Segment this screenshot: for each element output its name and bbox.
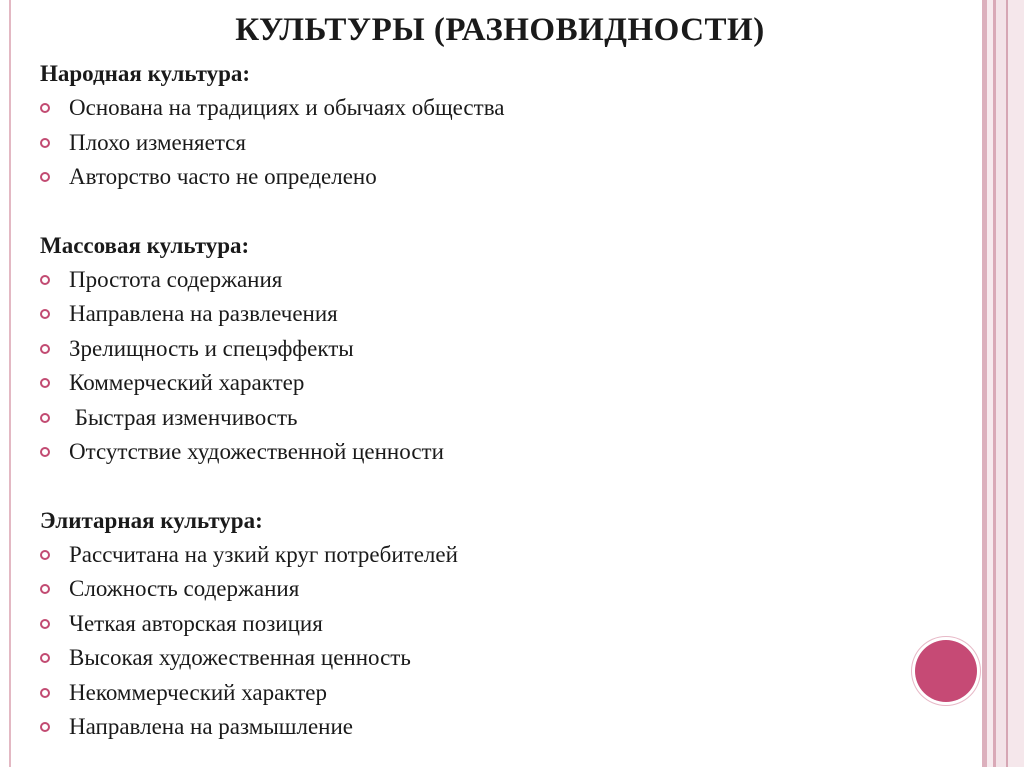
list-item bbox=[40, 435, 970, 470]
list-item-text: Высокая художественная ценность bbox=[69, 645, 411, 670]
section-heading: Элитарная культура: bbox=[40, 507, 263, 533]
right-stripe bbox=[996, 0, 1006, 767]
list-item-text: Направлена на размышление bbox=[69, 714, 354, 739]
circle-bullet-icon bbox=[40, 138, 50, 148]
bullet-list bbox=[40, 263, 970, 470]
list-item bbox=[40, 572, 970, 607]
list-item-text: Зрелищность и спецэффекты bbox=[69, 335, 354, 361]
list-item-text: Отсутствие художественной ценности bbox=[69, 439, 444, 464]
list-item-text: Рассчитана на узкий круг потребителей bbox=[69, 541, 458, 567]
list-item bbox=[40, 332, 970, 367]
slide-content bbox=[40, 57, 970, 745]
list-item-text: Некоммерческий характер bbox=[69, 679, 327, 705]
section-folk-culture bbox=[40, 57, 970, 195]
list-item bbox=[40, 538, 970, 573]
list-item-text: Четкая авторская позиция bbox=[69, 610, 323, 636]
bullet-list bbox=[40, 538, 970, 745]
section-elite-culture bbox=[40, 504, 970, 745]
list-item-text: Коммерческий характер bbox=[69, 370, 305, 395]
list-item-text: Основана на традициях и обычаях общества bbox=[69, 95, 505, 120]
section-heading: Массовая культура: bbox=[40, 232, 250, 258]
circle-bullet-icon bbox=[40, 275, 50, 285]
circle-bullet-icon bbox=[40, 413, 50, 423]
spacer bbox=[40, 470, 970, 504]
decorative-circle bbox=[915, 640, 977, 702]
list-item bbox=[40, 263, 970, 298]
list-item bbox=[40, 297, 970, 332]
list-item bbox=[40, 607, 970, 642]
list-item-text: Быстрая изменчивость bbox=[69, 404, 298, 430]
list-item bbox=[40, 126, 970, 161]
list-item bbox=[40, 710, 970, 745]
bullet-list bbox=[40, 91, 970, 195]
list-item bbox=[40, 676, 970, 711]
list-item bbox=[40, 366, 970, 401]
circle-bullet-icon bbox=[40, 722, 50, 732]
right-stripe bbox=[1008, 0, 1024, 767]
spacer bbox=[40, 195, 970, 229]
circle-bullet-icon bbox=[40, 688, 50, 698]
circle-bullet-icon bbox=[40, 619, 50, 629]
list-item-text: Авторство часто не определено bbox=[69, 164, 377, 189]
circle-bullet-icon bbox=[40, 584, 50, 594]
list-item-text: Плохо изменяется bbox=[69, 129, 246, 155]
circle-bullet-icon bbox=[40, 172, 50, 182]
list-item-text: Направлена на развлечения bbox=[69, 301, 338, 326]
circle-bullet-icon bbox=[40, 447, 50, 457]
circle-bullet-icon bbox=[40, 103, 50, 113]
list-item bbox=[40, 160, 970, 195]
list-item bbox=[40, 91, 970, 126]
list-item bbox=[40, 641, 970, 676]
circle-bullet-icon bbox=[40, 309, 50, 319]
section-mass-culture bbox=[40, 229, 970, 470]
list-item-text: Простота содержания bbox=[69, 266, 283, 292]
circle-bullet-icon bbox=[40, 378, 50, 388]
slide-title: КУЛЬТУРЫ (РАЗНОВИДНОСТИ) bbox=[235, 12, 765, 48]
section-heading: Народная культура: bbox=[40, 61, 251, 86]
left-border-line bbox=[9, 0, 11, 767]
list-item-text: Сложность содержания bbox=[69, 576, 300, 601]
list-item bbox=[40, 401, 970, 436]
circle-bullet-icon bbox=[40, 653, 50, 663]
circle-bullet-icon bbox=[40, 344, 50, 354]
circle-bullet-icon bbox=[40, 550, 50, 560]
